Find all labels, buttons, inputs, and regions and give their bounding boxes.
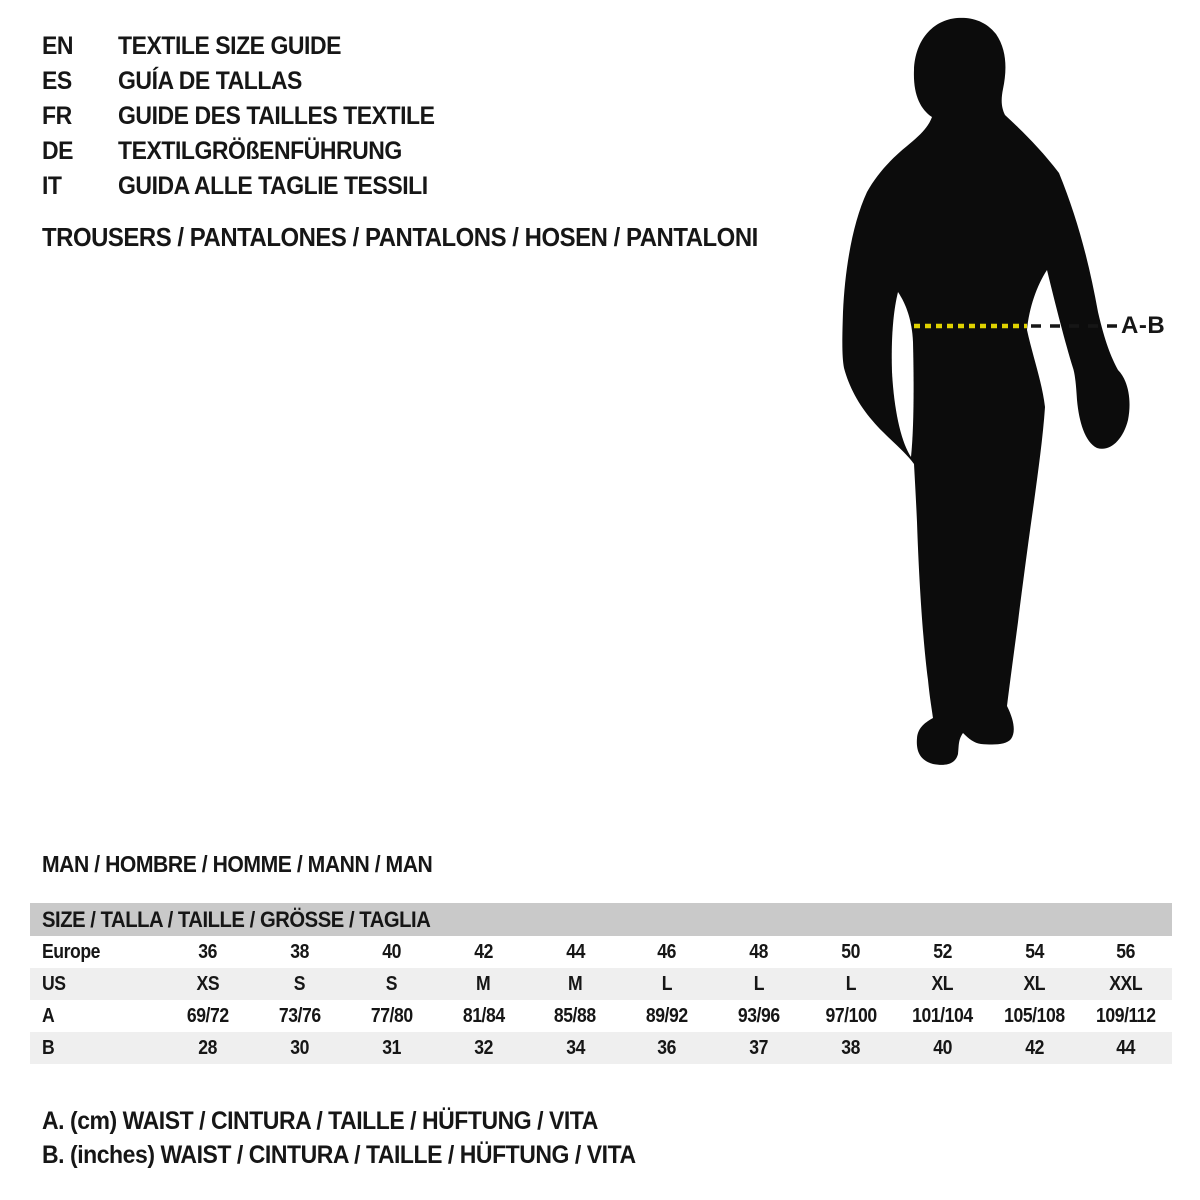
table-cell: 32 <box>473 1036 493 1059</box>
table-cell: 36 <box>657 1036 677 1059</box>
table-cell: 81/84 <box>462 1004 505 1027</box>
language-code: IT <box>42 172 62 200</box>
language-row-fr <box>42 99 462 134</box>
table-cell: 46 <box>657 940 677 963</box>
table-cell: 105/108 <box>1003 1004 1065 1027</box>
footnote-b: B. (inches) WAIST / CINTURA / TAILLE / HÜFTUNG / VITA <box>42 1141 636 1169</box>
row-label: A <box>42 1004 55 1027</box>
table-row-us <box>30 968 1172 1000</box>
section-title: MAN / HOMBRE / HOMME / MANN / MAN <box>42 851 433 877</box>
size-table-header-label: SIZE / TALLA / TAILLE / GRÖSSE / TAGLIA <box>42 906 431 932</box>
measurement-ab-label: A-B <box>1121 312 1166 339</box>
man-silhouette <box>835 12 1175 772</box>
table-cell: 89/92 <box>646 1004 688 1027</box>
table-cell: L <box>753 972 764 995</box>
language-row-en <box>42 29 462 64</box>
language-label: GUIDE DES TAILLES TEXTILE <box>118 102 435 130</box>
table-row-europe <box>30 936 1172 968</box>
table-cell: 93/96 <box>737 1004 780 1027</box>
size-table-header <box>30 903 1172 936</box>
table-cell: 28 <box>198 1036 218 1059</box>
row-label: US <box>42 972 66 995</box>
language-guide-list <box>42 29 462 204</box>
table-cell: 40 <box>933 1036 952 1059</box>
table-cell: 38 <box>290 940 310 963</box>
table-cell: L <box>845 972 856 995</box>
table-cell: 101/104 <box>912 1004 973 1027</box>
table-cell: 31 <box>382 1036 401 1059</box>
table-row-b-inches <box>30 1032 1172 1064</box>
table-cell: XS <box>196 972 220 995</box>
table-cell: M <box>568 972 583 995</box>
table-cell: 85/88 <box>554 1004 597 1027</box>
table-cell: 44 <box>565 940 585 963</box>
language-row-es <box>42 64 462 99</box>
table-cell: 42 <box>473 940 493 963</box>
footnote-a: A. (cm) WAIST / CINTURA / TAILLE / HÜFTUNG / VITA <box>42 1107 598 1135</box>
category-title: TROUSERS / PANTALONES / PANTALONS / HOSEN / PANTALONI <box>42 222 758 252</box>
language-code: ES <box>42 67 72 95</box>
table-cell: 36 <box>198 940 218 963</box>
table-cell: 37 <box>749 1036 769 1059</box>
language-code: FR <box>42 102 72 130</box>
table-cell: 97/100 <box>824 1004 877 1027</box>
table-cell: 48 <box>749 940 769 963</box>
table-cell: S <box>385 972 398 995</box>
table-cell: 54 <box>1024 940 1044 963</box>
table-cell: 30 <box>290 1036 310 1059</box>
table-row-a-cm <box>30 1000 1172 1032</box>
language-code: EN <box>42 32 74 60</box>
table-cell: 40 <box>382 940 401 963</box>
row-label: B <box>42 1036 55 1059</box>
table-cell: 69/72 <box>186 1004 229 1027</box>
table-cell: 52 <box>933 940 952 963</box>
language-label: TEXTILGRÖßENFÜHRUNG <box>118 137 402 165</box>
size-table <box>30 903 1172 1064</box>
table-cell: 73/76 <box>278 1004 321 1027</box>
table-cell: XL <box>1023 972 1046 995</box>
table-cell: 109/112 <box>1096 1004 1156 1027</box>
table-cell: XXL <box>1109 972 1143 995</box>
table-cell: M <box>476 972 491 995</box>
language-label: TEXTILE SIZE GUIDE <box>118 32 342 60</box>
table-cell: XL <box>931 972 954 995</box>
language-label: GUIDA ALLE TAGLIE TESSILI <box>118 172 428 200</box>
table-cell: 38 <box>841 1036 860 1059</box>
language-row-de <box>42 134 462 169</box>
table-cell: 50 <box>841 940 860 963</box>
man-silhouette-shape <box>842 18 1129 765</box>
language-label: GUÍA DE TALLAS <box>118 67 302 95</box>
table-cell: 77/80 <box>370 1004 413 1027</box>
language-row-it <box>42 169 462 204</box>
language-code: DE <box>42 137 74 165</box>
table-cell: 42 <box>1024 1036 1044 1059</box>
table-cell: L <box>661 972 673 995</box>
table-cell: 34 <box>565 1036 585 1059</box>
row-label: Europe <box>42 940 100 963</box>
table-cell: 44 <box>1116 1036 1136 1059</box>
table-cell: 56 <box>1116 940 1136 963</box>
man-silhouette-figure <box>835 12 1175 772</box>
table-cell: S <box>294 972 306 995</box>
